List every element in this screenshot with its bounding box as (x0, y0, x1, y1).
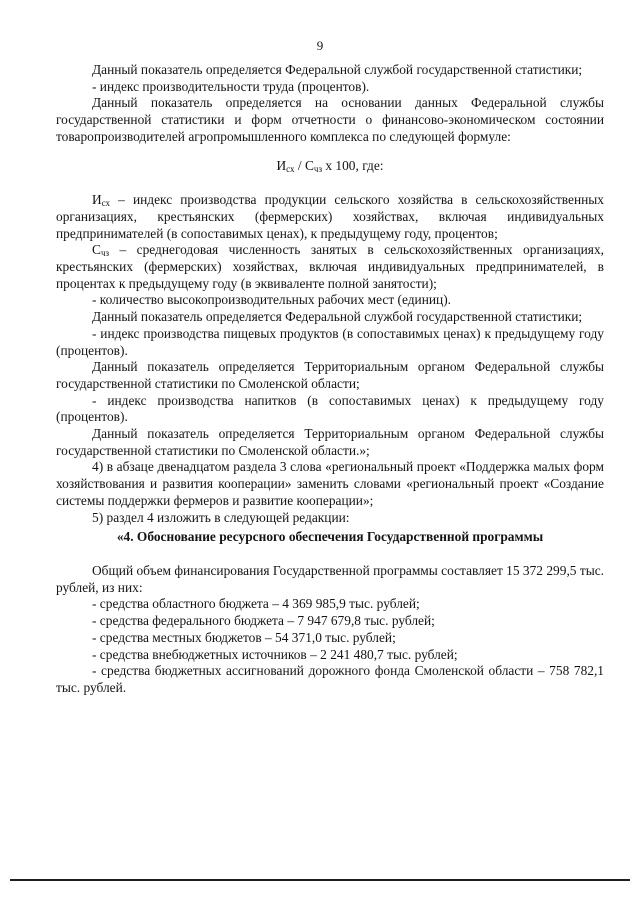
list-item: - средства бюджетных ассигнований дорожного фонда Смоленской области – 758 782,1 тыс. рублей. (56, 663, 604, 695)
list-item: - средства федерального бюджета – 7 947 679,8 тыс. рублей; (92, 613, 435, 629)
document-body (56, 62, 604, 697)
section-heading: «4. Обоснование ресурсного обеспечения Государственной программы (116, 529, 544, 545)
paragraph: 5) раздел 4 изложить в следующей редакции: (92, 509, 350, 525)
paragraph: Данный показатель определяется Территориальным органом Федеральной службы государственной статистики по Смоленской области.»; (56, 426, 604, 458)
list-item: - средства областного бюджета – 4 369 985,9 тыс. рублей; (92, 596, 420, 612)
definition-isx: $И_{сх}$ – индекс производства продукции сельского хозяйства в сельскохозяйственных организациях, крестьянских (фермерских) хозяйствах, включая индивидуальных предпринимателей (в сопоставимых ценах), к предыдущему году, процентов; (56, 192, 604, 241)
list-item: - индекс производства пищевых продуктов (в сопоставимых ценах) к предыдущему году (процентов). (56, 325, 604, 358)
paragraph: Данный показатель определяется Федеральной службой государственной статистики; (92, 62, 583, 77)
definition-cchz: $С_{чз}$ – среднегодовая численность занятых в сельскохозяйственных организациях, крестьянских (фермерских) хозяйствах, включая индивидуальных предпринимателей, в процентах к предыдущему году (в эквиваленте полной занятости); (56, 242, 604, 291)
paragraph: Данный показатель определяется Территориальным органом Федеральной службы государственной статистики по Смоленской области; (56, 359, 604, 391)
list-item: - средства внебюджетных источников – 2 241 480,7 тыс. рублей; (92, 646, 458, 662)
list-item: - количество высокопроизводительных рабочих мест (единиц). (92, 292, 452, 308)
bottom-divider (10, 879, 630, 881)
paragraph: Общий объем финансирования Государственной программы составляет 15 372 299,5 тыс. рублей, из них: (56, 562, 604, 595)
list-item: - индекс производительности труда (процентов). (92, 78, 370, 94)
page-number: 9 (316, 38, 324, 53)
list-item: - средства местных бюджетов – 54 371,0 тыс. рублей; (92, 629, 396, 645)
list-item: - индекс производства напитков (в сопоставимых ценах) к предыдущему году (процентов). (56, 392, 604, 425)
formula: $И_{сх} / С_{чз}$ х 100, где: (276, 157, 384, 174)
paragraph: Данный показатель определяется на основании данных Федеральной службы государственной статистики и форм отчетности о финансово-экономическом состоянии товаропроизводителей агропромышленного комплекса по следующей формуле: (56, 95, 604, 144)
paragraph: Данный показатель определяется Федеральной службой государственной статистики; (92, 309, 583, 325)
paragraph: 4) в абзаце двенадцатом раздела 3 слова «региональный проект «Поддержка малых форм хозяйствования и развития кооперации» заменить словами «региональный проект «Создание системы поддержки фермеров и развитие кооперации»; (56, 459, 604, 508)
